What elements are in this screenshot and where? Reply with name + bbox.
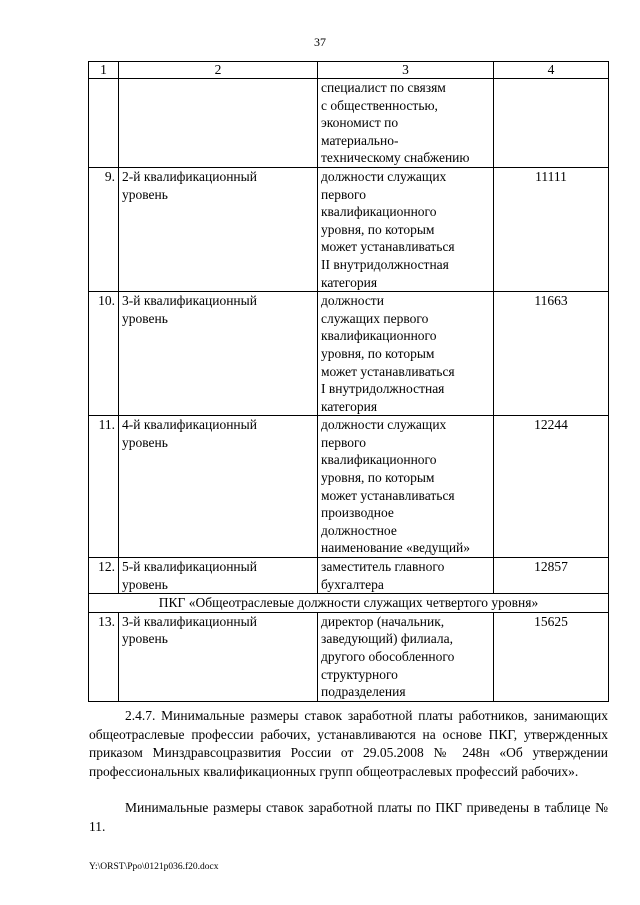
qualification-level-cell: 4-й квалификационный уровень xyxy=(119,416,318,558)
salary-cell: 12244 xyxy=(494,416,609,558)
qualification-level-cell: 5-й квалификационный уровень xyxy=(119,558,318,594)
positions-cell: должности служащих первого квалификационного уровня, по которым может устанавливаться I внутридолжностная категория xyxy=(318,292,494,416)
header-cell: 2 xyxy=(119,62,318,79)
qualification-level-cell: 3-й квалификационный уровень xyxy=(119,612,318,701)
positions-cell: специалист по связям с общественностью, экономист по материально- техническому снабжению xyxy=(318,79,494,168)
table-row xyxy=(89,416,609,558)
qualification-table xyxy=(88,61,609,702)
header-cell: 1 xyxy=(89,62,119,79)
row-number-cell: 10. xyxy=(89,292,119,416)
row-number-cell: 12. xyxy=(89,558,119,594)
table-row xyxy=(89,612,609,701)
table-row xyxy=(89,79,609,168)
positions-cell: директор (начальник, заведующий) филиала, другого обособленного структурного подразделения xyxy=(318,612,494,701)
table-row xyxy=(89,292,609,416)
header-cell: 4 xyxy=(494,62,609,79)
row-number-cell: 9. xyxy=(89,167,119,291)
paragraph-2-4-7: 2.4.7. Минимальные размеры ставок заработной платы работников, занимающих общеотраслевые профессии рабочих, устанавливаются на основе ПКГ, утвержденных приказом Минздравсоцразвития России от 29.05.2008 № 248н «Об утверждении профессиональных квалификационных групп общеотраслевых профессий рабочих». xyxy=(89,708,608,779)
salary-cell: 12857 xyxy=(494,558,609,594)
qualification-level-cell xyxy=(119,79,318,168)
salary-cell xyxy=(494,79,609,168)
salary-cell: 11111 xyxy=(494,167,609,291)
file-path-footer: Y:\ORST\Ppo\0121p036.f20.docx xyxy=(89,862,219,872)
row-number-cell: 11. xyxy=(89,416,119,558)
row-number-cell: 13. xyxy=(89,612,119,701)
table-row xyxy=(89,167,609,291)
row-number-cell xyxy=(89,79,119,168)
qualification-level-cell: 3-й квалификационный уровень xyxy=(119,292,318,416)
header-cell: 3 xyxy=(318,62,494,79)
positions-cell: должности служащих первого квалификационного уровня, по которым может устанавливаться II внутридолжностная категория xyxy=(318,167,494,291)
group-header-row xyxy=(89,594,609,613)
table-header-row xyxy=(89,62,609,79)
positions-cell: должности служащих первого квалификационного уровня, по которым может устанавливаться производное должностное наименование «ведущий» xyxy=(318,416,494,558)
page-number: 37 xyxy=(314,35,326,49)
salary-cell: 15625 xyxy=(494,612,609,701)
salary-cell: 11663 xyxy=(494,292,609,416)
qualification-level-cell: 2-й квалификационный уровень xyxy=(119,167,318,291)
group-title: ПКГ «Общеотраслевые должности служащих четвертого уровня» xyxy=(89,594,609,613)
table-row xyxy=(89,558,609,594)
positions-cell: заместитель главного бухгалтера xyxy=(318,558,494,594)
paragraph-table-reference: Минимальные размеры ставок заработной платы по ПКГ приведены в таблице № 11. xyxy=(89,800,608,834)
